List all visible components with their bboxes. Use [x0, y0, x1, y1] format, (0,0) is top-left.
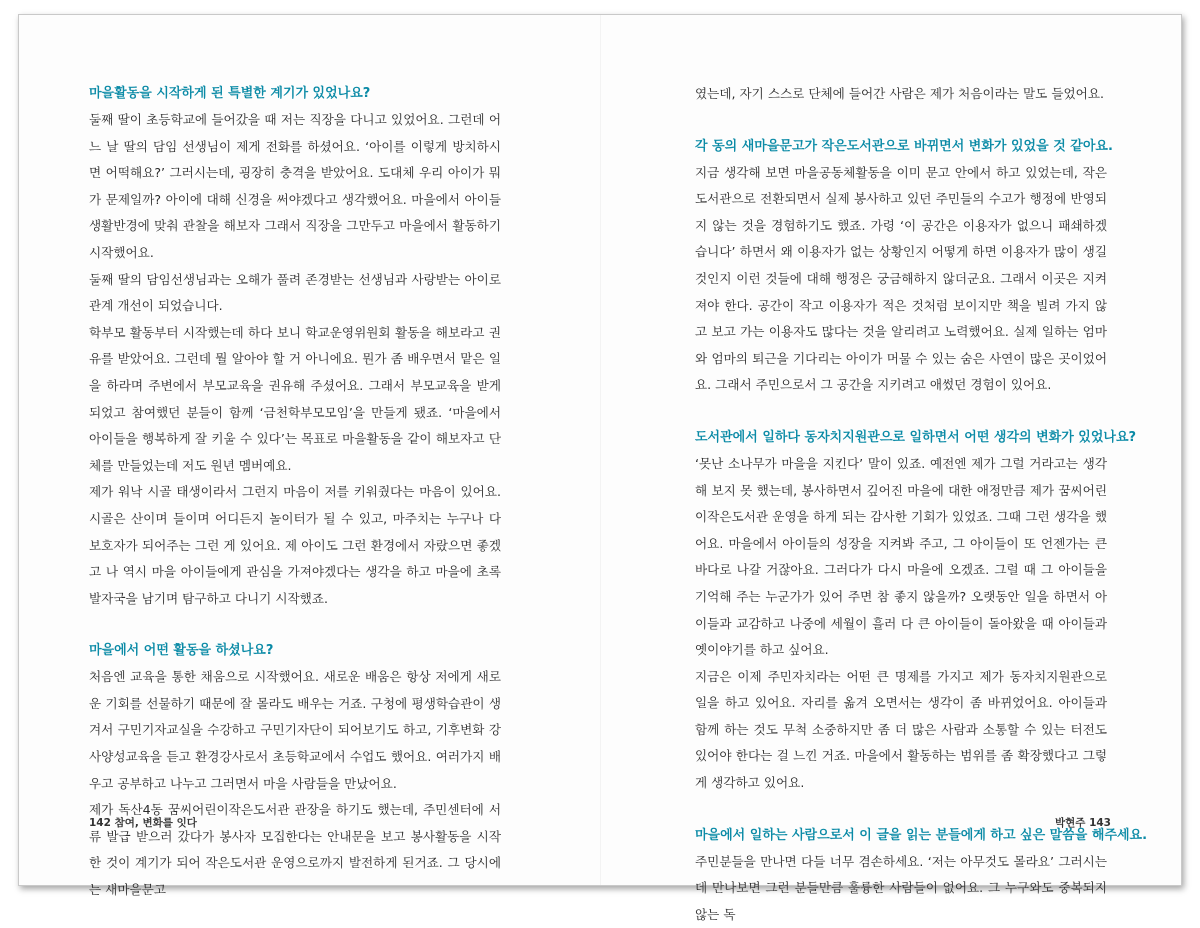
- section-body: [695, 451, 1107, 797]
- paragraph: 제가 독산4동 꿈씨어린이작은도서관 관장을 하기도 했는데, 주민센터에 서류 발급 받으러 갔다가 봉사자 모집한다는 안내문을 보고 봉사활동을 시작한 것이 계기가 되어 작은도서관 운영으로까지 발전하게 된거죠. 그 당시에는 새마을문고: [89, 802, 501, 898]
- right-page: [695, 81, 1148, 928]
- section-heading: 마을활동을 시작하게 된 특별한 계기가 있었나요?: [89, 86, 371, 101]
- section-body: [695, 849, 1107, 928]
- section-body: [89, 664, 501, 903]
- paragraph: 둘째 딸의 담임선생님과는 오해가 풀려 존경받는 선생님과 사랑받는 아이로 관계 개선이 되었습니다.: [89, 271, 501, 314]
- paragraph: 처음엔 교육을 통한 채움으로 시작했어요. 새로운 배움은 항상 저에게 새로운 기회를 선물하기 때문에 잘 몰라도 배우는 거죠. 구청에 평생학습관이 생겨서 구민기자교실을 수강하고 구민기자단이 되어보기도 하고, 기후변화 강사양성교육을 듣고 환경강사로서 초등학교에서 수업도 했어요. 여러가지 배우고 공부하고 나누고 그러면서 마을 사람들을 만났어요.: [89, 669, 501, 791]
- section-heading: 도서관에서 일하다 동자치지원관으로 일하면서 어떤 생각의 변화가 있었나요?: [695, 429, 1137, 445]
- paragraph: 였는데, 자기 스스로 단체에 들어간 사람은 제가 처음이라는 말도 들었어요.: [695, 86, 1105, 101]
- section-body: [695, 81, 1107, 108]
- section-heading: 마을에서 일하는 사람으로서 이 글을 읽는 분들에게 하고 싶은 말씀을 해주세요.: [695, 827, 1148, 843]
- paragraph: 지금은 이제 주민자치라는 어떤 큰 명제를 가지고 제가 동자치지원관으로 일을 하고 있어요. 자리를 옮겨 오면서는 생각이 좀 바뀌었어요. 아이들과 함께 하는 것도 무척 소중하지만 좀 더 많은 사람과 소통할 수 있는 터전도 있어야 한다는 걸 느낀 거죠. 마을에서 활동하는 범위를 좀 확장했다고 그렇게 생각하고 있어요.: [695, 668, 1107, 791]
- section-body: [695, 160, 1107, 399]
- section-body: [89, 107, 501, 612]
- right-page-footer: 박현주 143: [1054, 817, 1111, 829]
- paragraph: 지금 생각해 보면 마을공동체활동을 이미 문고 안에서 하고 있었는데, 작은도서관으로 전환되면서 실제 봉사하고 있던 주민들의 수고가 행정에 반영되지 않는 것을 경험하기도 했죠. 가령 ‘이 공간은 이용자가 없으니 패쇄하겠습니다’ 하면서 왜 이용자가 없는 상황인지 어떻게 하면 이용자가 많이 생길 것인지 이런 것들에 대해 행정은 궁금해하지 않더군요. 그래서 이곳은 지켜져야 한다. 공간이 작고 이용자가 적은 것처럼 보이지만 책을 빌려 가지 않고 보고 가는 이용자도 많다는 것을 알리려고 노력했어요. 실제 일하는 엄마와 엄마의 퇴근을 기다리는 아이가 머물 수 있는 숨은 사연이 많은 곳이었어요. 그래서 주민으로서 그 공간을 지키려고 애썼던 경험이 있어요.: [695, 164, 1107, 393]
- paragraph: 제가 워낙 시골 태생이라서 그런지 마음이 저를 키워줬다는 마음이 있어요. 시골은 산이며 들이며 어디든지 놀이터가 될 수 있고, 마주치는 누구나 다 보호자가 되어주는 그런 게 있어요. 제 아이도 그런 환경에서 자랐으면 좋겠고 나 역시 마을 아이들에게 관심을 가져야겠다는 생각을 하고 마을에 초록 발자국을 남기며 탐구하고 다니기 시작했죠.: [89, 484, 501, 606]
- paragraph: 주민분들을 만나면 다들 너무 겸손하세요. ‘저는 아무것도 몰라요’ 그러시는데 만나보면 그런 분들만큼 훌륭한 사람들이 없어요. 그 누구와도 중복되지 않는 독: [695, 853, 1107, 922]
- section-heading: 마을에서 어떤 활동을 하셨나요?: [89, 643, 274, 659]
- left-page-footer: 142 참여, 변화를 잇다: [89, 817, 197, 829]
- book-gutter: [600, 15, 601, 885]
- book-spread: [18, 14, 1182, 922]
- paragraph: 둘째 딸이 초등학교에 들어갔을 때 저는 직장을 다니고 있었어요. 그런데 어느 날 딸의 담임 선생님이 제게 전화를 하셨어요. ‘아이를 이렇게 방치하시면 어떡해요?’ 그러시는데, 굉장히 충격을 받았어요. 도대체 우리 아이가 뭐가 문제일까? 아이에 대해 신경을 써야겠다고 생각했어요. 마을에서 아이들 생활반경에 맞춰 관찰을 해보자 그래서 직장을 그만두고 마을에서 활동하기 시작했어요.: [89, 112, 501, 260]
- section-heading: 각 동의 새마을문고가 작은도서관으로 바뀌면서 변화가 있었을 것 같아요.: [695, 138, 1113, 154]
- left-page: [89, 81, 501, 904]
- paragraph: ‘못난 소나무가 마을을 지킨다’ 말이 있죠. 예전엔 제가 그럴 거라고는 생각해 보지 못 했는데, 봉사하면서 깊어진 마을에 대한 애정만큼 제가 꿈씨어린이작은도서관 운영을 하게 되는 감사한 기회가 있었죠. 그때 그런 생각을 했어요. 마을에서 아이들의 성장을 지켜봐 주고, 그 아이들이 또 언젠가는 큰 바다로 나갈 거잖아요. 그러다가 다시 마을에 오겠죠. 그럴 때 그 아이들을 기억해 주는 누군가가 있어 주면 참 좋지 않을까? 오랫동안 일을 하면서 아이들과 교감하고 나중에 세월이 흘러 다 큰 아이들이 돌아왔을 때 아이들과 옛이야기를 하고 싶어요.: [695, 455, 1107, 658]
- paragraph: 학부모 활동부터 시작했는데 하다 보니 학교운영위원회 활동을 해보라고 권유를 받았어요. 그런데 뭘 알아야 할 거 아니에요. 뭔가 좀 배우면서 맡은 일을 하라며 주변에서 부모교육을 권유해 주셨어요. 그래서 부모교육을 받게 되었고 참여했던 분들이 함께 ‘금천학부모모임’을 만들게 됐죠. ‘마을에서 아이들을 행복하게 잘 키울 수 있다’는 목표로 마을활동을 같이 해보자고 단체를 만들었는데 저도 원년 멤버예요.: [89, 324, 501, 473]
